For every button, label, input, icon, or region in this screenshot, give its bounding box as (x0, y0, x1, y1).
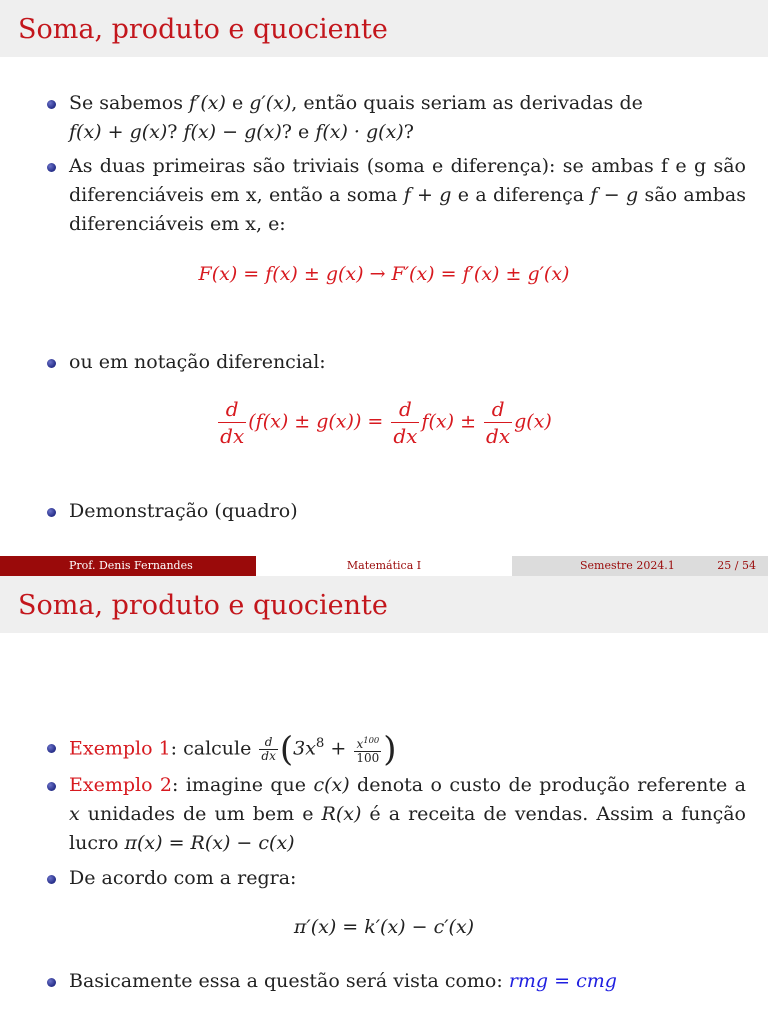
bullet-icon (47, 100, 56, 109)
title-bar (0, 0, 768, 57)
slide-title: Soma, produto e quociente (18, 590, 388, 621)
slide-title: Soma, produto e quociente (18, 14, 388, 45)
list-item: Basicamente essa a questão será vista como: rmg = cmg (69, 967, 746, 996)
bullet-icon (47, 744, 56, 753)
bullet-icon (47, 163, 56, 172)
equation-sum-rule: F(x) = f(x) ± g(x) → F′(x) = f′(x) ± g′(x) (198, 263, 570, 285)
equation-profit: π′(x) = k′(x) − c′(x) (293, 916, 475, 938)
bullet-icon (47, 875, 56, 884)
bullet-icon (47, 978, 56, 987)
footer-author-section (0, 556, 256, 576)
list-item: Exemplo 1: calcule $\frac{d}{dx}$ ($3x^8$ + $\frac{x^{100}}{100}$ ) (69, 729, 746, 766)
slide-footer (0, 556, 768, 576)
list-item: De acordo com a regra: (69, 864, 746, 893)
list-item: Demonstração (quadro) (69, 497, 746, 526)
title-bar (0, 576, 768, 633)
list-item: As duas primeiras são triviais (soma e diferença): se ambas f e g são diferenciáveis em x, então a soma f + g e a diferença f − g são ambas diferenciáveis em x, e: (69, 152, 746, 239)
list-item: Se sabemos f′(x) e g′(x), então quais seriam as derivadas de f(x) + g(x)? f(x) − g(x)? e f(x) · g(x)? (69, 89, 746, 147)
footer-page-number: 25 / 54 (717, 559, 756, 572)
bullet-icon (47, 508, 56, 517)
bullet-icon (47, 359, 56, 368)
footer-semester: Semestre 2024.1 (580, 559, 675, 572)
footer-info-section (512, 556, 768, 576)
footer-course: Matemática I (256, 556, 512, 576)
list-item: ou em notação diferencial: (69, 348, 746, 377)
equation-differential: $\frac{d}{dx}$ (f(x) ± g(x)) = $\frac{d}{dx}$ f(x) ± $\frac{d}{dx}$ g(x) (220, 397, 552, 448)
footer-author: Prof. Denis Fernandes (69, 559, 193, 572)
bullet-icon (47, 782, 56, 791)
slide-2 (0, 576, 768, 1024)
list-item: Exemplo 2: imagine que c(x) denota o custo de produção referente a x unidades de um bem e R(x) é a receita de vendas. Assim a função lucro π(x) = R(x) − c(x) (69, 771, 746, 858)
